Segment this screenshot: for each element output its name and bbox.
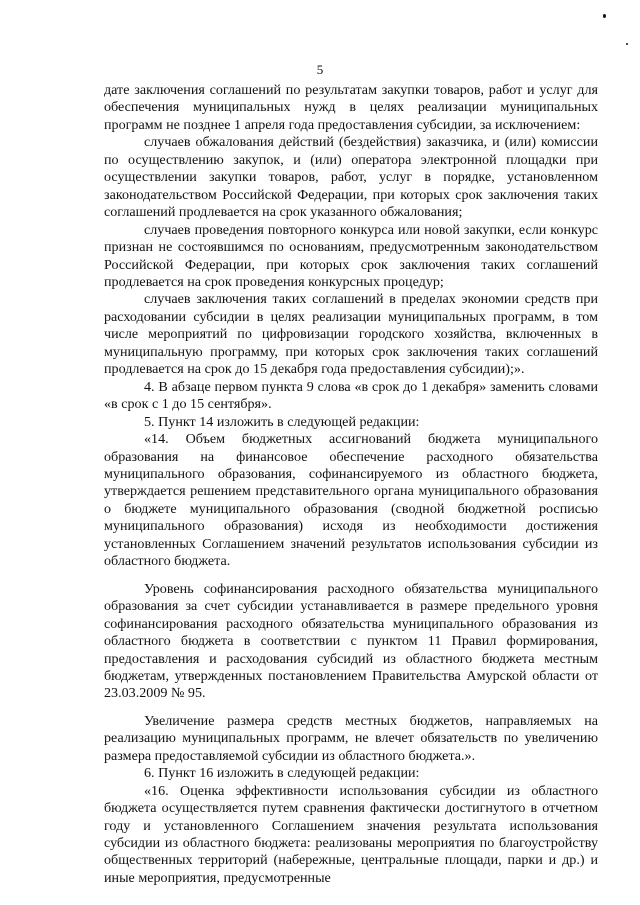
paragraph-continuation: дате заключения соглашений по результатам закупки товаров, работ и услуг для обеспечения муниципальных нужд в целях реализации муниципальных программ не позднее 1 апреля года предоставления субсидии, за исключением: <box>104 82 598 133</box>
paragraph-exception-appeal: случаев обжалования действий (бездействия) заказчика, и (или) комиссии по осуществлению закупок, и (или) оператора электронной площадки при осуществлении закупки товаров, работ, услуг в порядке, установленном законодательством Российской Федерации, при которых срок заключения таких соглашений продлевается на срок указанного обжалования; <box>104 134 598 221</box>
paragraph-item-6: 6. Пункт 16 изложить в следующей редакции: <box>144 765 420 782</box>
paragraph-item-5: 5. Пункт 14 изложить в следующей редакции: <box>144 413 420 430</box>
paragraph-cofinancing-level: Уровень софинансирования расходного обязательства муниципального образования за счет субсидии устанавливается в размере предельного уровня софинансирования расходного обязательства муниципального образования из областного бюджета в соответствии с пунктом 11 Правил формирования, предоставления и расходования субсидий из областного бюджета местным бюджетам, утвержденных постановлением Правительства Амурской области от 23.03.2009 № 95. <box>104 580 598 702</box>
paragraph-exception-savings: случаев заключения таких соглашений в пределах экономии средств при расходовании субсидии в целях реализации муниципальных программ, в том числе мероприятий по цифровизации городского хозяйства, включенных в муниципальную программу, при которых срок заключения таких соглашений продлевается на срок до 15 декабря года предоставления субсидии);». <box>104 291 598 378</box>
paragraph-clause-14: «14. Объем бюджетных ассигнований бюджета муниципального образования на финансовое обеспечение расходного обязательства муниципального образования, софинансируемого из областного бюджета, утверждается решением представительного органа муниципального образования о бюджете муниципального образования (сводной бюджетной росписью муниципального образования) исходя из необходимости достижения установленных Соглашением значений результатов использования субсидии из областного бюджета. <box>104 431 598 570</box>
scan-speck <box>603 14 606 18</box>
paragraph-clause-16: «16. Оценка эффективности использования субсидии из областного бюджета осуществляется путем сравнения фактически достигнутого в отчетном году и установленного Соглашением значения результата использования субсидии из областного бюджета: реализованы мероприятия по благоустройству общественных территорий (набережные, центральные площади, парки и др.) и иные мероприятия, предусмотренные <box>104 782 598 886</box>
paragraph-local-budget-increase: Увеличение размера средств местных бюджетов, направляемых на реализацию муниципальных программ, не влечет обязательств по увеличению размера предоставляемой субсидии из областного бюджета.». <box>104 712 598 764</box>
paragraph-exception-repeat-contest: случаев проведения повторного конкурса или новой закупки, если конкурс признан не состоявшимся по основаниям, предусмотренным законодательством Российской Федерации, при которых срок заключения таких соглашений продлевается на срок проведения конкурсных процедур; <box>104 221 598 290</box>
scan-speck <box>626 43 628 45</box>
paragraph-item-4: 4. В абзаце первом пункта 9 слова «в срок до 1 декабря» заменить словами «в срок с 1 до 15 сентября». <box>104 378 598 413</box>
page-number: 5 <box>316 62 324 77</box>
document-body <box>104 82 598 887</box>
